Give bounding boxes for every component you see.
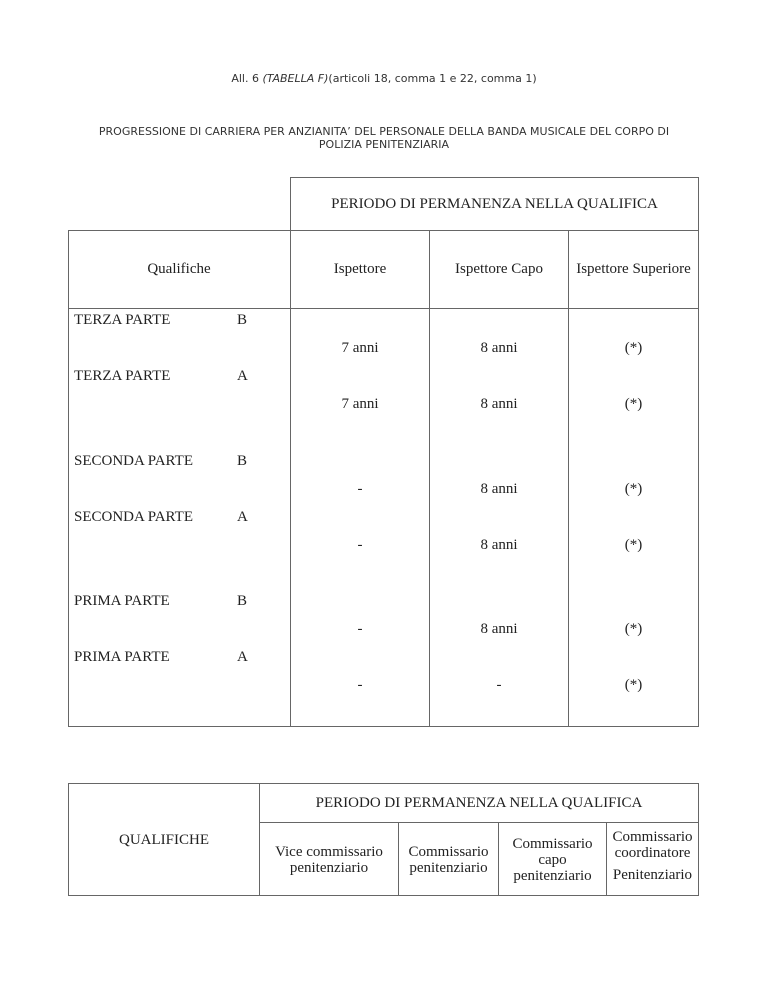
row-qualifica-name: TERZA PARTE bbox=[74, 312, 171, 328]
table2-col-commissario-capo: Commissario capo penitenziario bbox=[512, 836, 593, 884]
row-value-ispettore-superiore: (*) bbox=[624, 396, 643, 412]
document-subtitle bbox=[60, 125, 708, 151]
table1-group-header: PERIODO DI PERMANENZA NELLA QUALIFICA bbox=[331, 195, 658, 212]
subtitle-line-1: PROGRESSIONE DI CARRIERA PER ANZIANITA’ DEL PERSONALE DELLA BANDA MUSICALE DEL CORPO DI bbox=[98, 125, 670, 138]
table2-col-qualifiche: QUALIFICHE bbox=[119, 832, 209, 848]
row-qualifica-name: PRIMA PARTE bbox=[74, 593, 170, 609]
row-value-ispettore-superiore: (*) bbox=[624, 537, 643, 553]
row-value-ispettore-capo: 8 anni bbox=[480, 621, 518, 637]
table2-group-header: PERIODO DI PERMANENZA NELLA QUALIFICA bbox=[315, 794, 643, 811]
table1-col-ispettore-superiore: Ispettore Superiore bbox=[576, 261, 691, 277]
row-qualifica-name: PRIMA PARTE bbox=[74, 649, 170, 665]
table1-col-qualifiche: Qualifiche bbox=[147, 261, 211, 277]
row-value-ispettore-capo: - bbox=[496, 677, 502, 693]
header-table-ref: (TABELLA F) bbox=[262, 72, 329, 85]
subtitle-line-2: POLIZIA PENITENZIARIA bbox=[318, 138, 450, 151]
header-articles: (articoli 18, comma 1 e 22, comma 1) bbox=[328, 72, 537, 85]
document-header bbox=[0, 72, 768, 85]
table2-col-commissario: Commissario penitenziario bbox=[408, 844, 489, 876]
row-grade: B bbox=[237, 593, 248, 609]
row-value-ispettore: - bbox=[357, 537, 363, 553]
row-grade: B bbox=[237, 312, 248, 328]
row-value-ispettore: - bbox=[357, 621, 363, 637]
row-grade: A bbox=[237, 509, 248, 525]
table1-col-ispettore: Ispettore bbox=[333, 261, 387, 277]
row-value-ispettore: 7 anni bbox=[341, 396, 379, 412]
row-value-ispettore-superiore: (*) bbox=[624, 481, 643, 497]
row-value-ispettore-capo: 8 anni bbox=[480, 481, 518, 497]
row-qualifica-name: SECONDA PARTE bbox=[74, 453, 193, 469]
row-value-ispettore: - bbox=[357, 677, 363, 693]
row-grade: A bbox=[237, 649, 248, 665]
row-value-ispettore-capo: 8 anni bbox=[480, 340, 518, 356]
row-value-ispettore-superiore: (*) bbox=[624, 677, 643, 693]
row-value-ispettore-superiore: (*) bbox=[624, 340, 643, 356]
table2-col-vice-commissario: Vice commissario penitenziario bbox=[275, 844, 383, 876]
table2-col-commissario-coordinatore: Commissario coordinatore Penitenziario bbox=[612, 829, 693, 883]
row-qualifica-name: TERZA PARTE bbox=[74, 368, 171, 384]
row-value-ispettore-superiore: (*) bbox=[624, 621, 643, 637]
header-prefix: All. 6 bbox=[231, 72, 263, 85]
row-value-ispettore: - bbox=[357, 481, 363, 497]
row-value-ispettore-capo: 8 anni bbox=[480, 396, 518, 412]
row-qualifica-name: SECONDA PARTE bbox=[74, 509, 193, 525]
row-grade: B bbox=[237, 453, 248, 469]
row-grade: A bbox=[237, 368, 248, 384]
row-value-ispettore: 7 anni bbox=[341, 340, 379, 356]
table1-col-ispettore-capo: Ispettore Capo bbox=[455, 261, 543, 277]
row-value-ispettore-capo: 8 anni bbox=[480, 537, 518, 553]
